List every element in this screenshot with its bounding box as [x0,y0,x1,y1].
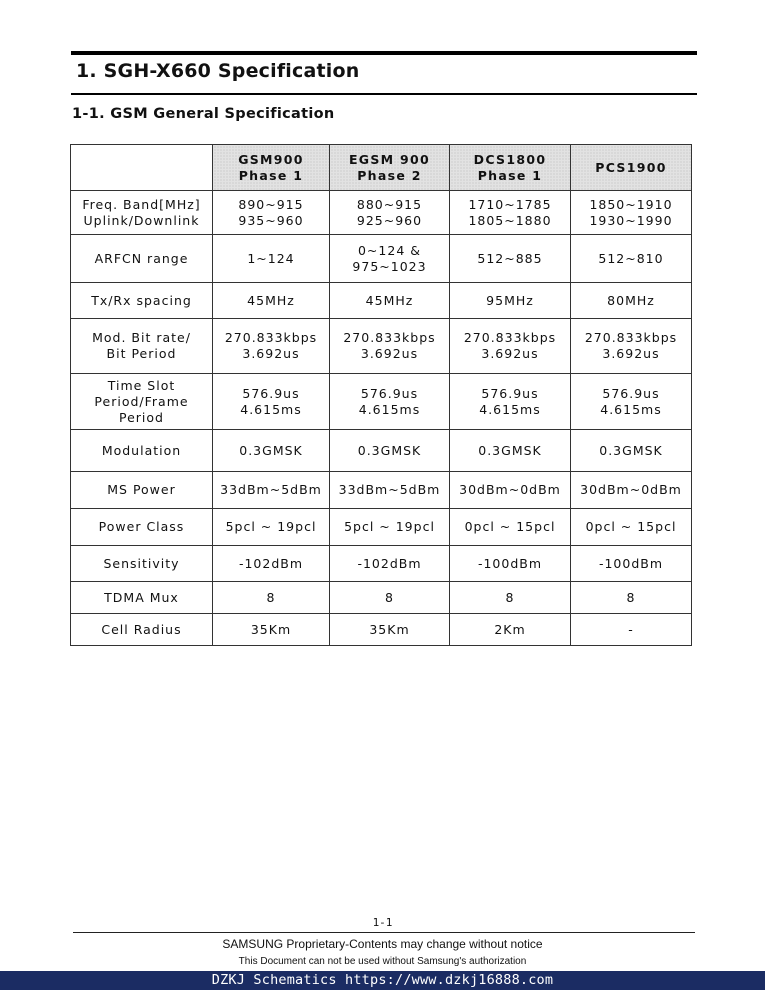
table-cell [330,472,450,509]
cell-line: 8 [266,589,276,605]
table-cell [450,283,571,319]
cell-line: 270.833kbps [343,330,436,345]
table-row [71,319,692,374]
column-header-line: PCS1900 [595,159,667,175]
table-cell [330,319,450,374]
table-cell [213,374,330,430]
cell-line: 1~124 [247,250,295,266]
row-label-line: Power Class [98,519,185,534]
row-label [71,582,213,614]
cell-line: 4.615ms [240,401,302,417]
table-cell [571,191,692,235]
table-cell [571,582,692,614]
table-cell [213,319,330,374]
row-label-line: TDMA Mux [104,589,179,605]
table-cell [213,614,330,646]
cell-line: 576.9us [602,385,660,401]
row-label [71,472,213,509]
row-label-line: Uplink/Downlink [83,212,200,228]
column-header [571,145,692,191]
table-row [71,582,692,614]
cell-line: 8 [626,589,636,605]
row-label-line: Bit Period [106,346,177,361]
table-cell [450,509,571,546]
table-cell [213,283,330,319]
cell-line: 270.833kbps [463,330,557,345]
table-cell [450,614,571,646]
cell-line: 0pcl ~ 15pcl [585,519,677,534]
table-cell [571,546,692,582]
row-label-line: Sensitivity [103,555,180,571]
row-label-line: Period/Frame [94,393,189,409]
gsm-spec-table [70,144,692,646]
table-cell [450,582,571,614]
table-row [71,472,692,509]
cell-line: 1930~1990 [589,212,673,228]
table-row [71,430,692,472]
column-header-line: GSM900 [238,151,304,167]
cell-line: 45MHz [365,292,414,308]
cell-line: 925~960 [356,212,423,228]
row-label [71,614,213,646]
cell-line: 0~124 & [357,242,421,258]
row-label-line: Freq. Band[MHz] [82,196,201,212]
cell-line: 8 [505,589,515,605]
row-label-line: Modulation [101,442,182,458]
row-label-line: Mod. Bit rate/ [92,330,191,345]
table-row [71,191,692,235]
cell-line: 270.833kbps [584,330,678,345]
cell-line: 3.692us [481,346,539,361]
cell-line: 45MHz [247,292,295,308]
table-cell [330,235,450,283]
table-cell [330,374,450,430]
cell-line: 3.692us [602,346,660,361]
table-row [71,235,692,283]
cell-line: 4.615ms [479,401,541,417]
table-cell [213,509,330,546]
footer-rule [73,932,695,933]
header-corner-cell [71,145,213,191]
cell-line: 95MHz [486,292,534,308]
table-row [71,614,692,646]
row-label-line: MS Power [107,482,176,497]
table-cell [571,235,692,283]
cell-line: 80MHz [607,292,655,308]
cell-line: 0pcl ~ 15pcl [464,519,556,534]
table-cell [450,235,571,283]
row-label [71,509,213,546]
table-cell [450,472,571,509]
table-cell [213,191,330,235]
cell-line: 0.3GMSK [599,442,663,458]
table-cell [450,191,571,235]
row-label [71,546,213,582]
table-cell [571,614,692,646]
cell-line: 0.3GMSK [239,442,303,458]
row-label-line: ARFCN range [94,250,189,266]
column-header-line: Phase 2 [357,167,422,183]
table-row [71,374,692,430]
cell-line: -100dBm [477,555,543,571]
cell-line: 2Km [494,621,526,637]
cell-line: 975~1023 [352,258,427,274]
table-cell [213,235,330,283]
table-cell [213,582,330,614]
footer-authorization: This Document can not be used without Samsung's authorization [238,956,527,967]
table-cell [450,319,571,374]
cell-line: 0.3GMSK [357,442,422,458]
cell-line: 3.692us [242,346,300,361]
cell-line: 890~915 [238,196,304,212]
table-cell [213,472,330,509]
row-label [71,374,213,430]
row-label [71,283,213,319]
row-label [71,191,213,235]
table-cell [213,430,330,472]
table-cell [450,430,571,472]
cell-line: 8 [385,589,394,605]
table-cell [571,319,692,374]
column-header [450,145,571,191]
cell-line: 512~810 [598,250,664,266]
table-cell [571,374,692,430]
row-label [71,235,213,283]
watermark-banner: DZKJ Schematics https://www.dzkj16888.com [0,971,765,990]
page-title: 1. SGH-X660 Specification [76,60,360,82]
cell-line: -100dBm [598,555,664,571]
cell-line: 576.9us [481,385,539,401]
table-cell [571,509,692,546]
table-cell [213,546,330,582]
cell-line: 880~915 [356,196,423,212]
cell-line: 5pcl ~ 19pcl [344,519,435,534]
column-header-line: Phase 1 [477,167,543,183]
table-cell [450,374,571,430]
cell-line: 1710~1785 [468,196,552,212]
cell-line: 576.9us [360,385,419,401]
cell-line: 35Km [250,621,292,637]
cell-line: 935~960 [238,212,304,228]
column-header-line: Phase 1 [238,167,304,183]
row-label-line: Cell Radius [101,621,182,637]
cell-line: 270.833kbps [224,330,318,345]
table-cell [330,546,450,582]
column-header-line: DCS1800 [473,151,547,167]
table-cell [330,614,450,646]
table-cell [330,582,450,614]
cell-line: 512~885 [477,250,543,266]
cell-line: 576.9us [242,385,300,401]
cell-line: -102dBm [238,555,304,571]
table-cell [571,283,692,319]
table-row [71,283,692,319]
cell-line: 4.615ms [600,401,662,417]
column-header [213,145,330,191]
cell-line: -102dBm [357,555,422,571]
cell-line: 33dBm~5dBm [220,482,322,497]
cell-line: 4.615ms [358,401,421,417]
table-cell [450,546,571,582]
table-cell [330,509,450,546]
row-label [71,319,213,374]
cell-line: 30dBm~0dBm [459,482,561,497]
cell-line: 3.692us [360,346,419,361]
row-label-line: Tx/Rx spacing [91,292,192,308]
page-number: 1-1 [372,916,393,929]
table-row [71,509,692,546]
top-rule [71,51,697,55]
table-cell [330,430,450,472]
row-label-line: Time Slot [107,377,176,393]
table-cell [330,191,450,235]
cell-line: 35Km [369,621,410,637]
cell-line: 1805~1880 [468,212,552,228]
cell-line: 0.3GMSK [478,442,542,458]
table-cell [571,472,692,509]
table-row [71,546,692,582]
title-rule [71,93,697,95]
section-heading: 1-1. GSM General Specification [72,106,335,122]
cell-line: 1850~1910 [589,196,673,212]
cell-line: 33dBm~5dBm [338,482,441,497]
cell-line: 30dBm~0dBm [580,482,682,497]
footer-notice: SAMSUNG Proprietary-Contents may change without notice [222,937,543,951]
column-header [330,145,450,191]
column-header-line: EGSM 900 [348,151,431,167]
table-header-row [71,145,692,191]
row-label-line: Period [119,409,164,425]
cell-line: - [628,621,634,637]
cell-line: 5pcl ~ 19pcl [225,519,317,534]
table-cell [330,283,450,319]
table-cell [571,430,692,472]
row-label [71,430,213,472]
